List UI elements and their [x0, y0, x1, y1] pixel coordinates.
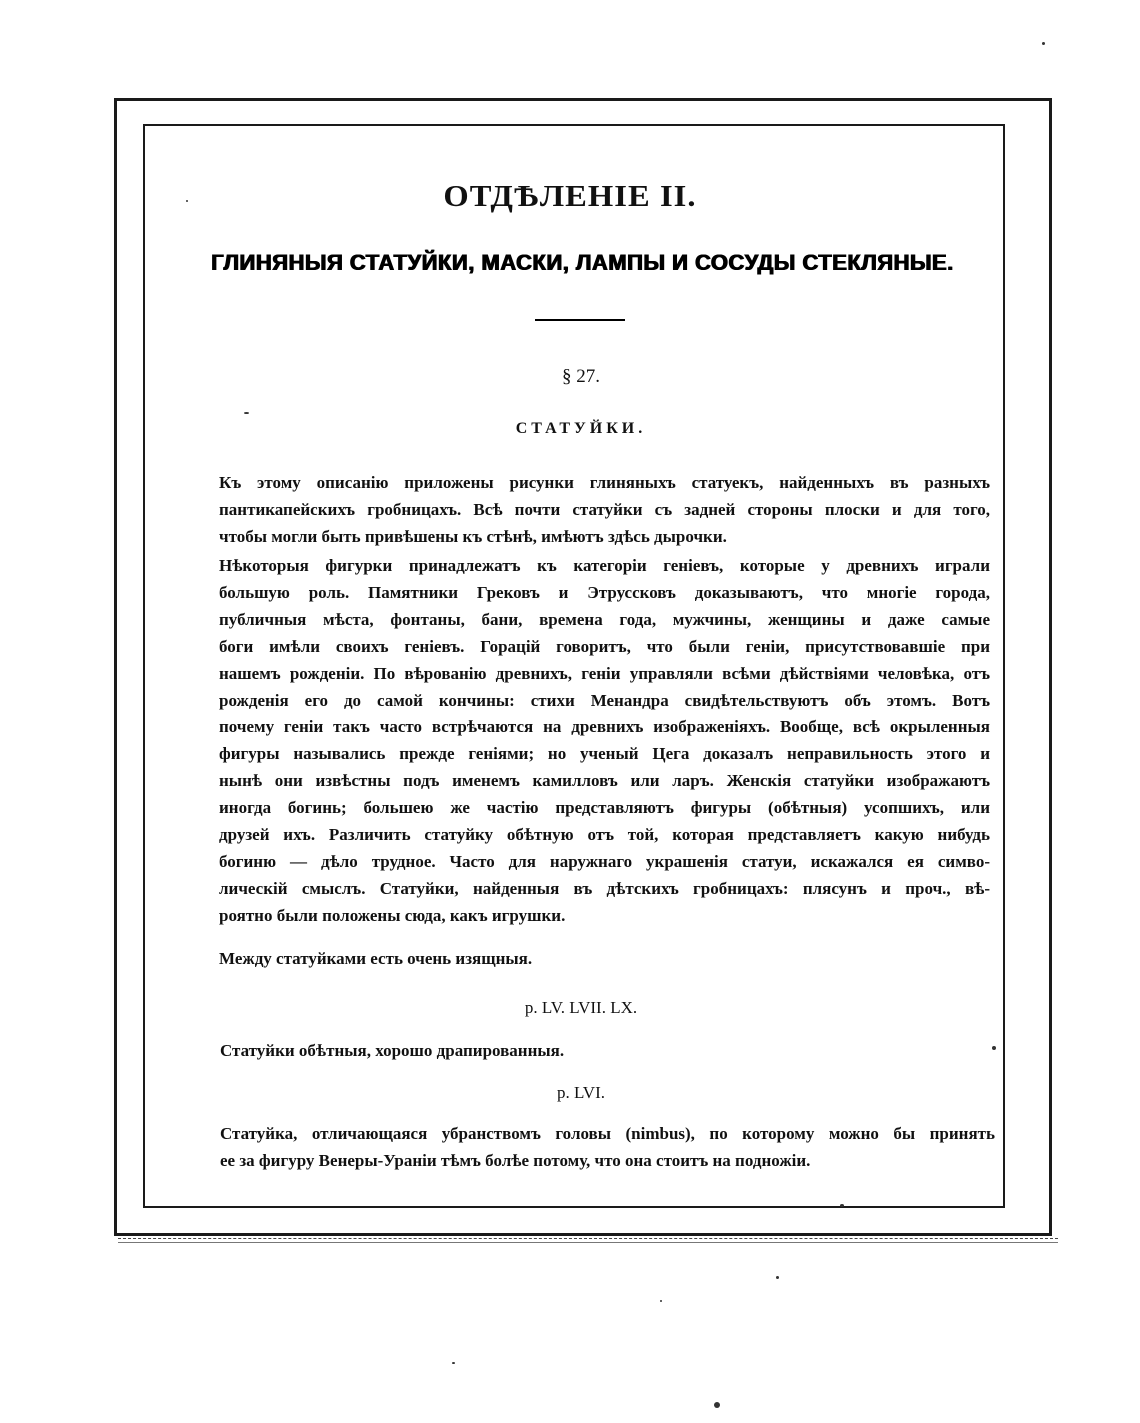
paragraph-line: почему геніи такъ часто встрѣчаются на древнихъ изображеніяхъ. Вообще, всѣ окрыленныя — [219, 717, 990, 737]
paragraph-line: большую роль. Памятники Грековъ и Этруссковъ доказываютъ, что многіе города, — [219, 582, 990, 602]
paragraph-line: ее за фигуру Венеры-Ураніи тѣмъ болѣе потому, что она стоитъ на подножіи. — [220, 1150, 811, 1170]
scan-speck — [1042, 42, 1045, 45]
paragraph-genii — [219, 553, 990, 930]
scan-speck — [244, 412, 249, 414]
paragraph-line: чтобы могли быть привѣшены къ стѣнѣ, имѣютъ здѣсь дырочки. — [219, 526, 727, 546]
paragraph-line: боги имѣли своихъ геніевъ. Горацій говоритъ, что были геніи, присутствовавшіе при — [219, 636, 990, 656]
paragraph-line: фигуры назывались прежде геніями; но ученый Цега доказалъ неправильность этого и — [219, 744, 990, 764]
title-divider — [535, 319, 625, 321]
paragraph-intro — [219, 470, 990, 551]
paragraph-line: нынѣ они извѣстны подъ именемъ камилловъ или ларъ. Женскія статуйки изображаютъ — [219, 771, 990, 791]
paragraph-line: Нѣкоторыя фигурки принадлежатъ къ категоріи геніевъ, которые у древнихъ играли — [219, 556, 990, 575]
page-title: ОТДѢЛЕНІЕ II. — [443, 178, 697, 213]
plate-reference-2: p. LVI. — [556, 1083, 605, 1102]
scan-speck — [840, 1204, 844, 1207]
scan-speck — [992, 1046, 996, 1050]
scan-speck — [776, 1276, 779, 1279]
paragraph-line: лическій смыслъ. Статуйки, найденныя въ дѣтскихъ гробницахъ: плясунъ и проч., вѣ- — [219, 878, 990, 898]
paragraph-line: публичныя мѣста, фонтаны, бани, времена года, мужчины, женщины и даже самые — [219, 609, 990, 629]
plate-reference-1: p. LV. LVII. LX. — [524, 998, 638, 1017]
section-number: § 27. — [562, 366, 600, 387]
paragraph-line: роятно были положены сюда, какъ игрушки. — [219, 905, 566, 925]
paragraph-line: богиню — дѣло трудное. Часто для наружнаго украшенія статуи, искажался ея симво- — [219, 851, 990, 871]
page-subtitle: ГЛИНЯНЫЯ СТАТУЙКИ, МАСКИ, ЛАМПЫ И СОСУДЫ СТЕКЛЯНЫЕ. — [211, 250, 954, 275]
scan-speck — [452, 1362, 455, 1364]
paragraph-line: пантикапейскихъ гробницахъ. Всѣ почти статуйки съ задней стороны плоски и для того, — [219, 499, 990, 519]
scan-speck — [660, 1300, 662, 1302]
paragraph-line: рожденія его до самой кончины: стихи Менандра свидѣтельствуютъ объ этомъ. Вотъ — [219, 690, 990, 710]
paragraph-line: нашемъ рожденіи. По вѣрованію древнихъ, геніи управляли всѣми дѣйствіями человѣка, отъ — [219, 663, 990, 683]
paragraph-line: Къ этому описанію приложены рисунки глиняныхъ статуекъ, найденныхъ въ разныхъ — [219, 473, 990, 492]
scan-speck — [186, 200, 188, 202]
section-heading: СТАТУЙКИ. — [515, 420, 647, 437]
scan-speck — [714, 1402, 720, 1408]
plate-description-2 — [220, 1121, 995, 1175]
paragraph-elegant: Между статуйками есть очень изящныя. — [219, 949, 533, 968]
paragraph-line: друзей ихъ. Различить статуйку обѣтную отъ той, которая представляетъ какую нибудь — [219, 825, 990, 845]
plate-description-1: Статуйки обѣтныя, хорошо драпированныя. — [220, 1041, 565, 1060]
paragraph-line: иногда богинь; большею же частію представляютъ фигуры (обѣтныя) усопшихъ, или — [219, 798, 990, 818]
paragraph-line: Статуйка, отличающаяся убранствомъ головы (nimbus), по которому можно бы принять — [220, 1124, 995, 1143]
